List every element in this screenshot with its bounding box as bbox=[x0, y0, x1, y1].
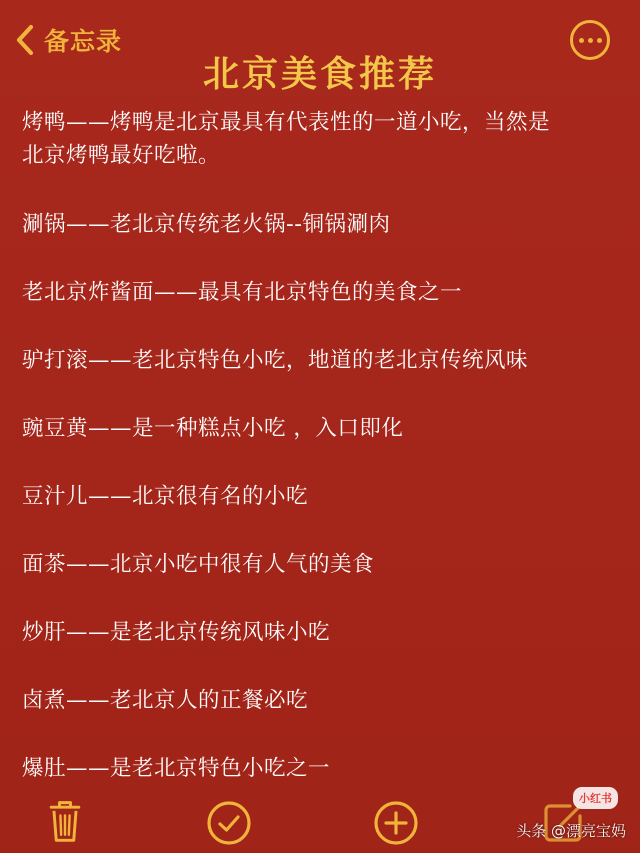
note-paragraph bbox=[22, 684, 622, 717]
note-paragraph bbox=[22, 752, 622, 785]
note-line: 卤煮——老北京人的正餐必吃 bbox=[22, 688, 309, 713]
checkmark-icon[interactable] bbox=[206, 800, 252, 846]
note-paragraph bbox=[22, 106, 622, 172]
note-body[interactable] bbox=[22, 106, 622, 820]
bottom-toolbar bbox=[0, 783, 640, 853]
more-icon-dot bbox=[597, 38, 602, 43]
more-icon bbox=[579, 38, 584, 43]
note-line: 烤鸭——烤鸭是北京最具有代表性的一道小吃，当然是 bbox=[22, 110, 551, 135]
plus-icon[interactable] bbox=[373, 800, 419, 846]
note-title: 北京美食推荐 bbox=[202, 54, 437, 95]
note-paragraph bbox=[22, 412, 622, 445]
note-line: 面茶——北京小吃中很有人气的美食 bbox=[22, 552, 375, 577]
note-line: 爆肚——是老北京特色小吃之一 bbox=[22, 756, 331, 781]
note-paragraph bbox=[22, 276, 622, 309]
note-line: 涮锅——老北京传统老火锅--铜锅涮肉 bbox=[22, 212, 391, 237]
watermark-text: 头条 @漂亮宝妈 bbox=[516, 822, 626, 840]
back-label: 备忘录 bbox=[44, 27, 123, 56]
note-line: 驴打滚——老北京特色小吃，地道的老北京传统风味 bbox=[22, 348, 529, 373]
note-paragraph bbox=[22, 548, 622, 581]
watermark-badge: 小红书 bbox=[573, 787, 618, 809]
note-paragraph bbox=[22, 480, 622, 513]
note-line: 老北京炸酱面——最具有北京特色的美食之一 bbox=[22, 280, 463, 305]
note-line: 豌豆黄——是一种糕点小吃 ，入口即化 bbox=[22, 416, 404, 441]
note-line: 豆汁儿——北京很有名的小吃 bbox=[22, 484, 309, 509]
note-line: 炒肝——是老北京传统风味小吃 bbox=[22, 620, 331, 645]
note-line: 北京烤鸭最好吃啦。 bbox=[22, 143, 221, 168]
trash-icon[interactable] bbox=[42, 798, 88, 844]
note-paragraph bbox=[22, 208, 622, 241]
note-paragraph bbox=[22, 616, 622, 649]
note-paragraph bbox=[22, 344, 622, 377]
more-icon-dot bbox=[588, 38, 593, 43]
